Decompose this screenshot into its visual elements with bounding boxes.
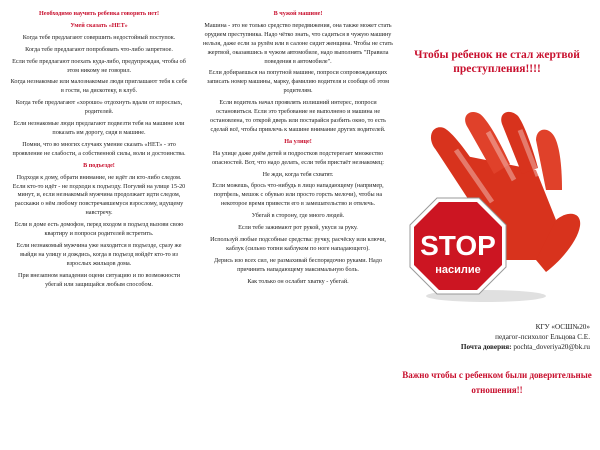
trust-mail-label: Почта доверия:: [460, 343, 512, 351]
heading-say-no: Умей сказать «НЕТ»: [70, 22, 128, 29]
paragraph: Когда тебе предлагают совершить недостойный поступок.: [22, 34, 176, 41]
stop-subtitle: насилие: [435, 264, 481, 276]
paragraph: Если добираешься на попутной машине, попроси сопровождающих записать номер машины, марку, фамилию водителя и сообщи об этом родителям.: [206, 70, 390, 95]
stop-word: STOP: [420, 230, 496, 261]
paragraph: Используй любые подсобные средства: ручку, расчёску или ключи, каблук (сильно топни каблуком по ноге нападающего).: [210, 236, 386, 252]
trust-mail-line: [404, 342, 590, 352]
brochure-title: Чтобы ребенок не стал жертвой преступления!!!!: [414, 49, 580, 75]
trust-mail-address: pochta_doveriya20@bk.ru: [513, 343, 590, 351]
column-1: [10, 10, 188, 292]
stop-violence-illustration: [396, 110, 592, 306]
paragraph: Дерись изо всех сил, не размахивай беспорядочно руками. Надо причинить нападающему максимальную боль.: [214, 257, 382, 273]
paragraph: Когда тебе предлагают попробовать что-либо запретное.: [25, 46, 173, 53]
paragraph: На улице даже днём детей и подростков подстерегает множество опасностей. Вот, что надо делать, если тебя пристаёт незнакомец:: [211, 150, 385, 166]
stop-hand-icon: [396, 110, 592, 306]
paragraph: Если водитель начал проявлять излишний интерес, попроси остановиться. Если это требование не выполнено и машина не остановлена, то открой дверь или постарайся разбить окно, то есть сделай всё, чтобы привлечь к машине внимание других водителей.: [210, 100, 386, 133]
author-name: педагог-психолог Ельцова С.Е.: [495, 333, 590, 341]
heading-say-no-teach: Необходимо научить ребенка говорить нет!: [38, 11, 160, 17]
paragraph: Когда тебе предлагают «хорошо» отдохнуть вдали от взрослых, родителей.: [15, 100, 183, 116]
heading-strange-car: В чужой машине!: [273, 11, 323, 17]
heading-entrance: В подъезде!: [83, 162, 115, 169]
paragraph: При внезапном нападении оцени ситуацию и по возможности убегай или защищайся любым способом.: [18, 272, 180, 288]
paragraph: Убегай в сторону, где много людей.: [251, 213, 345, 220]
paragraph: Если незнакомые люди предлагают подвезти тебя на машине или показать им дорогу, сидя в машине.: [13, 121, 185, 136]
paragraph: Когда незнакомые или малознакомые люди приглашают тебя к себе в гости, на дискотеку, в клуб.: [10, 79, 188, 95]
paragraph: Помни, что во многих случаях умение сказать «НЕТ» - это проявление не слабости, а собственной силы, воли и достоинства.: [12, 141, 186, 157]
paragraph: Если незнакомый мужчина уже находится в подъезде, сразу же выйди на улицу и дождись, когда в подъезд войдёт кто-то из взрослых жильцов дома.: [16, 242, 182, 267]
heading-on-street: На улице!: [284, 138, 312, 145]
paragraph: Машина - это не только средство передвижения, она также может стать орудием преступника. Надо чётко знать, что садиться в чужую машину нельзя, даже если за рулём или в салоне сидит женщина. Чтобы не стать жертвой, оказавшись в чужом автомобиле, надо выполнять "Правила поведения в автомобиле".: [203, 22, 393, 65]
paragraph: Подходя к дому, обрати внимание, не идёт ли кто-либо следом. Если кто-то идёт - не подходи к подъезду. Погуляй на улице 15-20 минут, и, если незнакомый мужчина продолжает идти следом, расскажи о нём любому повстречавшемуся взрослому, идущему навстречу.: [12, 174, 186, 217]
paragraph: Если тебе предлагают поехать куда-либо, предупреждая, чтобы об этом никому не говорил.: [12, 58, 186, 74]
column-2: [203, 10, 393, 289]
organization-name: КГУ «ОСШ№20»: [535, 323, 590, 331]
paragraph: Как только он ослабит хватку - убегай.: [247, 278, 349, 285]
paragraph: Если тебе зажимают рот рукой, укуси за руку.: [238, 225, 358, 232]
paragraph: Если можешь, брось что-нибудь в лицо нападающему (например, портфель, мешок с обувью или просто горсть мелочи), чтобы на некоторое время привести его в замешательство и отвлечь.: [212, 183, 384, 208]
paragraph: Не жди, когда тебя схватят.: [262, 171, 334, 178]
paragraph: Если в доме есть домофон, перед входом в подъезд вызови свою квартиру и попроси родителей встретить.: [14, 222, 184, 238]
organization-block: [404, 322, 590, 352]
closing-message: Важно чтобы с ребенком были доверительные отношения!!: [402, 370, 592, 395]
